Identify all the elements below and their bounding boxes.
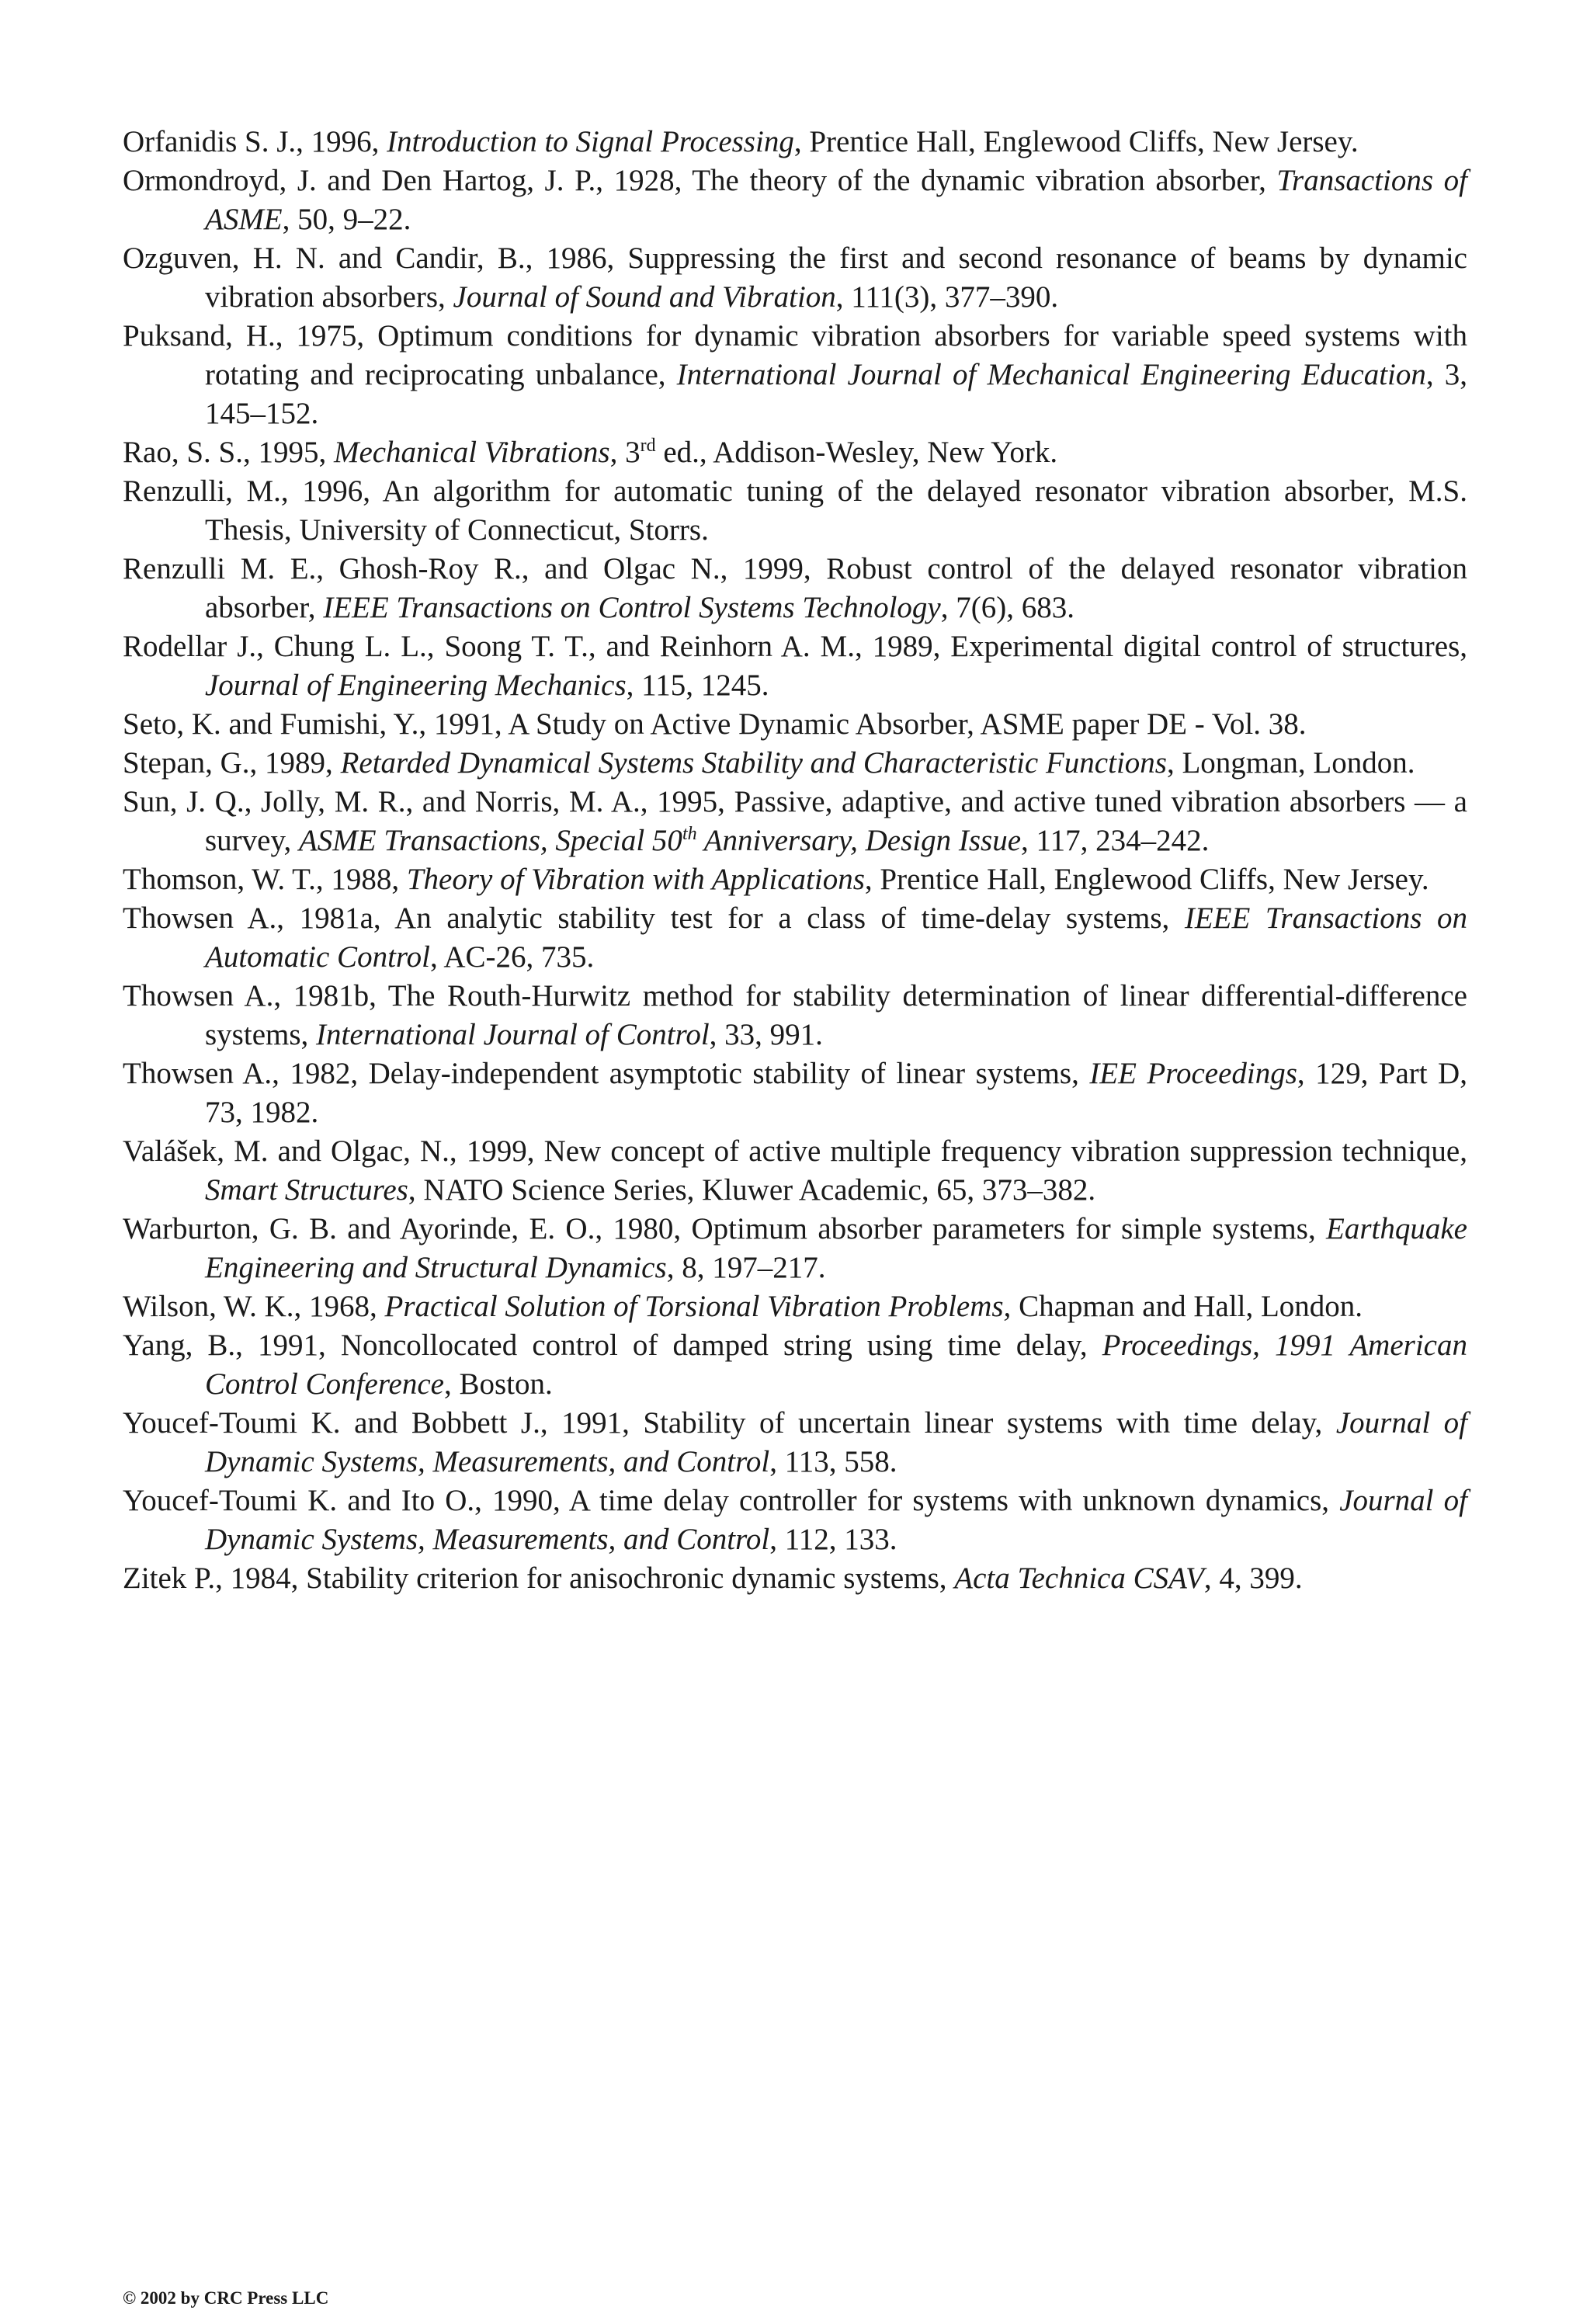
reference-text: , 112, 133. <box>769 1523 897 1556</box>
reference-entry <box>123 317 1467 433</box>
reference-text: Yang, B., 1991, Noncollocated control of damped string using time delay, <box>123 1329 1102 1362</box>
reference-text: , AC-26, 735. <box>429 940 595 974</box>
reference-entry <box>123 433 1467 472</box>
reference-text: , 111(3), 377–390. <box>835 280 1059 314</box>
italic-title: IEEE Transactions on Control Systems Technology <box>323 591 941 624</box>
italic-title: Earthquake Engineering and Structural Dynamics <box>205 1212 1467 1284</box>
reference-list <box>123 123 1467 1598</box>
reference-text: , 4, 399. <box>1203 1561 1303 1595</box>
reference-entry <box>123 550 1467 627</box>
reference-text: , Boston. <box>443 1367 553 1401</box>
italic-title: Journal of Dynamic Systems, Measurements, and Control <box>205 1484 1467 1556</box>
reference-text: Youcef-Toumi K. and Bobbett J., 1991, Stability of uncertain linear systems with time delay, <box>123 1406 1336 1440</box>
reference-entry <box>123 977 1467 1054</box>
italic-title: Proceedings, 1991 American Control Conference <box>205 1329 1467 1401</box>
reference-text: Puksand, H., 1975, Optimum conditions for dynamic vibration absorbers for variable speed systems with rotating and reciprocating unbalance, <box>123 319 1467 391</box>
reference-entry <box>123 1326 1467 1404</box>
reference-text: Ozguven, H. N. and Candir, B., 1986, Suppressing the first and second resonance of beams by dynamic vibration absorbers, <box>123 241 1467 314</box>
copyright-footer: © 2002 by CRC Press LLC <box>123 2288 329 2308</box>
reference-entry <box>123 627 1467 705</box>
reference-entry <box>123 472 1467 550</box>
italic-title: Transactions of ASME <box>205 164 1468 236</box>
reference-text: Rao, S. S., 1995, <box>123 436 334 469</box>
reference-entry <box>123 1054 1467 1132</box>
italic-title: IEEE Transactions on Automatic Control <box>205 901 1467 974</box>
reference-text: Seto, K. and Fumishi, Y., 1991, A Study on Active Dynamic Absorber, ASME paper DE - Vol. 38. <box>123 707 1307 741</box>
reference-text: Stepan, G., 1989, <box>123 746 341 780</box>
reference-text: , 3, 145–152. <box>205 358 1467 430</box>
italic-title: International Journal of Control <box>316 1018 710 1051</box>
superscript: rd <box>640 436 656 456</box>
italic-title: Practical Solution of Torsional Vibration Problems, <box>384 1290 1012 1323</box>
reference-entry <box>123 1210 1467 1287</box>
reference-text: , 3 <box>609 436 641 469</box>
reference-text: , 7(6), 683. <box>940 591 1074 624</box>
reference-text: Thomson, W. T., 1988, <box>123 863 407 896</box>
reference-entry <box>123 899 1467 977</box>
reference-entry <box>123 860 1467 899</box>
reference-text: Thowsen A., 1981a, An analytic stability test for a class of time-delay systems, <box>123 901 1185 935</box>
reference-text: , Prentice Hall, Englewood Cliffs, New Jersey. <box>793 125 1359 158</box>
italic-title: Acta Technica CSAV <box>954 1561 1204 1595</box>
reference-text: Sun, J. Q., Jolly, M. R., and Norris, M. A., 1995, Passive, adaptive, and active tuned vibration absorbers — a survey, <box>123 785 1467 857</box>
reference-entry <box>123 705 1467 744</box>
reference-text: , 115, 1245. <box>626 669 769 702</box>
reference-text: Rodellar J., Chung L. L., Soong T. T., and Reinhorn A. M., 1989, Experimental digital control of structures, <box>123 630 1467 663</box>
reference-entry <box>123 123 1467 162</box>
reference-text: , Prentice Hall, Englewood Cliffs, New Jersey. <box>864 863 1429 896</box>
reference-entry <box>123 1287 1467 1326</box>
reference-text: Chapman and Hall, London. <box>1011 1290 1363 1323</box>
reference-text: Renzulli, M., 1996, An algorithm for automatic tuning of the delayed resonator vibration absorber, M.S. Thesis, University of Connecticut, Storrs. <box>123 474 1467 547</box>
italic-title: International Journal of Mechanical Engineering Education <box>676 358 1426 391</box>
reference-text: , NATO Science Series, Kluwer Academic, 65, 373–382. <box>408 1173 1096 1207</box>
reference-text: Valášek, M. and Olgac, N., 1999, New concept of active multiple frequency vibration suppression technique, <box>123 1134 1467 1168</box>
reference-text: , Longman, London. <box>1166 746 1415 780</box>
reference-entry <box>123 783 1467 860</box>
reference-entry <box>123 1404 1467 1482</box>
italic-title: Mechanical Vibrations <box>333 436 610 469</box>
reference-entry <box>123 1559 1467 1598</box>
reference-text: Thowsen A., 1982, Delay-independent asymptotic stability of linear systems, <box>123 1057 1090 1090</box>
reference-text: , 113, 558. <box>769 1445 897 1478</box>
reference-text: Thowsen A., 1981b, The Routh-Hurwitz method for stability determination of linear differential-difference systems, <box>123 979 1467 1051</box>
reference-entry <box>123 1132 1467 1210</box>
reference-text: Youcef-Toumi K. and Ito O., 1990, A time delay controller for systems with unknown dynamics, <box>123 1484 1340 1517</box>
italic-title: Journal of Dynamic Systems, Measurements, and Control <box>205 1406 1467 1478</box>
superscript: th <box>682 824 697 844</box>
reference-text: ed., Addison-Wesley, New York. <box>655 436 1058 469</box>
italic-title: IEE Proceedings <box>1089 1057 1297 1090</box>
italic-title: Retarded Dynamical Systems Stability and Characteristic Functions <box>340 746 1167 780</box>
reference-entry <box>123 239 1467 317</box>
italic-title: Theory of Vibration with Applications <box>406 863 865 896</box>
italic-title: Journal of Sound and Vibration <box>453 280 836 314</box>
italic-title: Smart Structures <box>205 1173 408 1207</box>
reference-text: , 50, 9–22. <box>282 203 411 236</box>
italic-title: Introduction to Signal Processing <box>387 125 794 158</box>
reference-entry <box>123 744 1467 783</box>
reference-text: Wilson, W. K., 1968, <box>123 1290 385 1323</box>
reference-text: , 33, 991. <box>709 1018 823 1051</box>
reference-entry <box>123 1482 1467 1559</box>
reference-text: Renzulli M. E., Ghosh-Roy R., and Olgac N., 1999, Robust control of the delayed resonator vibration absorber, <box>123 552 1467 624</box>
italic-title: ASME Transactions, Special 50 <box>298 824 682 857</box>
reference-text: Zitek P., 1984, Stability criterion for anisochronic dynamic systems, <box>123 1561 955 1595</box>
reference-entry <box>123 162 1467 239</box>
reference-text: , 117, 234–242. <box>1021 824 1210 857</box>
reference-text: , 8, 197–217. <box>666 1251 826 1284</box>
reference-text: Warburton, G. B. and Ayorinde, E. O., 1980, Optimum absorber parameters for simple systems, <box>123 1212 1327 1245</box>
italic-title: Anniversary, Design Issue <box>696 824 1022 857</box>
reference-text: Orfanidis S. J., 1996, <box>123 125 387 158</box>
italic-title: Journal of Engineering Mechanics <box>205 669 627 702</box>
reference-text: Ormondroyd, J. and Den Hartog, J. P., 1928, The theory of the dynamic vibration absorber, <box>123 164 1277 197</box>
reference-text: , 129, Part D, 73, 1982. <box>205 1057 1467 1129</box>
